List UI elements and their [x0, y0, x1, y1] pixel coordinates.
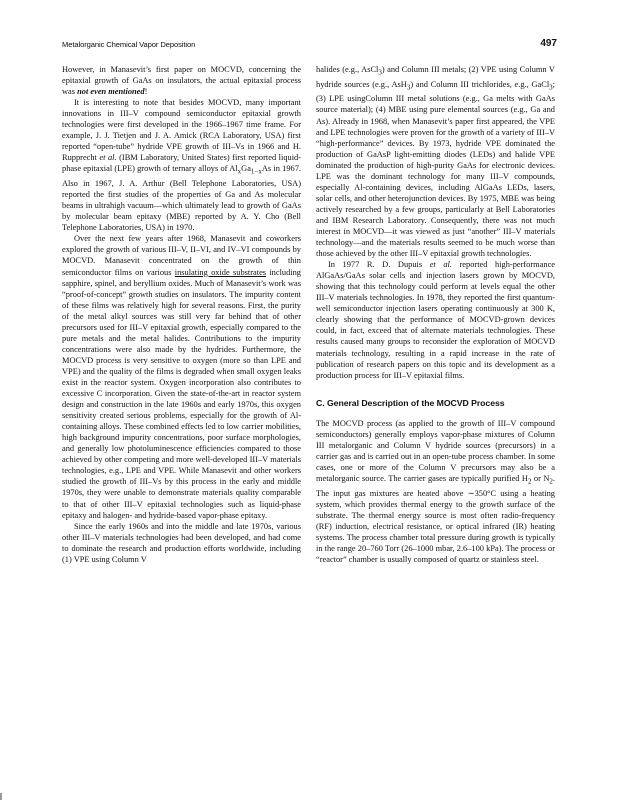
- section-heading: C. General Description of the MOCVD Process: [316, 397, 505, 408]
- running-title: Metalorganic Chemical Vapor Deposition: [62, 40, 196, 49]
- margin-mark: [0, 793, 2, 800]
- left-column: [62, 64, 301, 565]
- running-header: [62, 40, 557, 54]
- paragraph: The MOCVD process (as applied to the growth of III–V compound semiconductors) generally employs vapor-phase mixtures of Column III metalorganic and Column V hydride sources (precursors) in a carrier gas and is carried out in an open-tube process chamber. In some cases, one or more of the Column V precursors may also be a metalorganic source. The carrier gases are typically purified $H_2$ or $N_2$. The input gas mixtures are heated above ∼350°C using a heating system, which provides thermal energy to the growth surface of the substrate. The thermal energy source is most often radio-frequency (RF) induction, electrical resistance, or optical infrared (IR) heating systems. The process chamber total pressure during growth is typically in the range 20–760 Torr (26–1000 mbar, 2.6–100 kPa). The process or “reactor” chamber is usually composed of quartz or stainless steel.: [316, 418, 555, 564]
- paragraph: Since the early 1960s and into the middle and late 1970s, various other III–V materials technologies had been developed, and had come to dominate the research and production efforts worldwide, including (1) VPE using Column V: [62, 521, 301, 564]
- paragraph: However, in Manasevit’s first paper on MOCVD, concerning the epitaxial growth of GaAs on insulators, the actual epitaxial process was not even mentioned!: [62, 65, 301, 97]
- paragraph: It is interesting to note that besides MOCVD, many important innovations in III–V compound semiconductor epitaxial growth technologies were first developed in the 1966–1967 time frame. For example, J. J. Tietjen and J. A. Amick (RCA Laboratory, USA) first reported “open-tube” hydride VPE growth of III–Vs in 1966 and H. Rupprecht et al. (IBM Laboratory, United States) first reported liquid-phase epitaxial (LPE) growth of ternary alloys of $Al_xGa_{1-x}As$ in 1967. Also in 1967, J. A. Arthur (Bell Telephone Laboratories, USA) reported the first studies of the properties of Ga and As molecular beams in ultrahigh vacuum—which ultimately lead to growth of GaAs by molecular beam epitaxy (MBE) reported by A. Y. Cho (Bell Telephone Laboratories, USA) in 1970.: [62, 98, 301, 233]
- paragraph: halides (e.g., AsCl$_3$) and Column III metals; (2) VPE using Column V hydride sources (e.g., AsH$_3$) and Column III trichlorides, e.g., GaCl$_3$; (3) LPE usingColumn III metal solutions (e.g., Ga melts with GaAs source material); (4) MBE using pure elemental sources (e.g., Ga and As). Already in 1968, when Manasevit’s paper first appeared, the VPE and LPE technologies were proven for the growth of a variety of III–V “high-performance” devices. By 1973, hydride VPE dominated the production of GaAsP light-emitting diodes (LEDs) and halide VPE dominated the production of high-purity GaAs for electronic devices. LPE was the dominant technology for many III–V compounds, especially Al-containing devices, including AlGaAs LEDs, lasers, solar cells, and other heterojunction devices. By 1975, MBE was being actively researched by a few groups, particularly at Bell Laboratories and IBM Research Laboratory. Consequently, there was not much interest in MOCVD—it was viewed as just “another” III–V materials technology—and the materials results seemed to be much worse than those achieved by the other III–V epitaxial growth technologies.: [316, 65, 555, 259]
- paragraph: Over the next few years after 1968, Manasevit and coworkers explored the growth of various III–V, II–VI, and IV–VI compounds by MOCVD. Manasevit concentrated on the growth of thin semiconductor films on various insulating oxide substrates including sapphire, spinel, and beryllium oxides. Much of Manasevit’s work was “proof-of-concept” growth studies on insulators. The impurity content of these films was relatively high for several reasons. First, the purity of the metal alkyl sources was still very far behind that of other precursors used for III–V epitaxial growth, especially compared to the pure metals and the metal halides. Contributions to the impurity concentrations were also made by the hydrides. Furthermore, the MOCVD process is very sensitive to oxygen (more so than LPE and VPE) and the quality of the films is degraded when small oxygen leaks exist in the reactor system. Oxygen incorporation also contributes to excessive C incorporation. Given the state-of-the-art in reactor system design and construction in the late 1960s and early 1970s, this oxygen sensitivity created serious problems, especially for the growth of Al-containing alloys. These combined effects led to low carrier mobilities, high background impurity concentrations, poor surface morphologies, and generally low photoluminescence efficiencies compared to those achieved by other competing and more well-developed III–V materials technologies, e.g., LPE and VPE. While Manasevit and other workers studied the growth of III–Vs by this process in the early and middle 1970s, they were unable to demonstrate materials quality comparable to that of other III–V epitaxial technologies such as liquid-phase epitaxy and halogen- and hydride-based vapor-phase epitaxy.: [62, 234, 301, 520]
- paragraph: In 1977 R. D. Dupuis et al. reported high-performance AlGaAs/GaAs solar cells and injection lasers grown by MOCVD, showing that this technology could perform at levels equal the other III–V materials technologies. In 1978, they reported the first quantum-well semiconductor injection lasers operating continuously at 300 K, clearly showing that the performance of MOCVD-grown devices could, in fact, exceed that of alternate materials technologies. These results caused many groups to reconsider the exploration of MOCVD materials technology, resulting in a rapid increase in the rate of publication of research papers on this topic and its development as a production process for III–V epitaxial films.: [316, 260, 556, 380]
- right-column: [316, 64, 555, 565]
- page-number: 497: [540, 38, 557, 49]
- underlined-text: insulating oxide substrates: [174, 267, 267, 277]
- emphasis-text: not even mentioned: [77, 87, 145, 97]
